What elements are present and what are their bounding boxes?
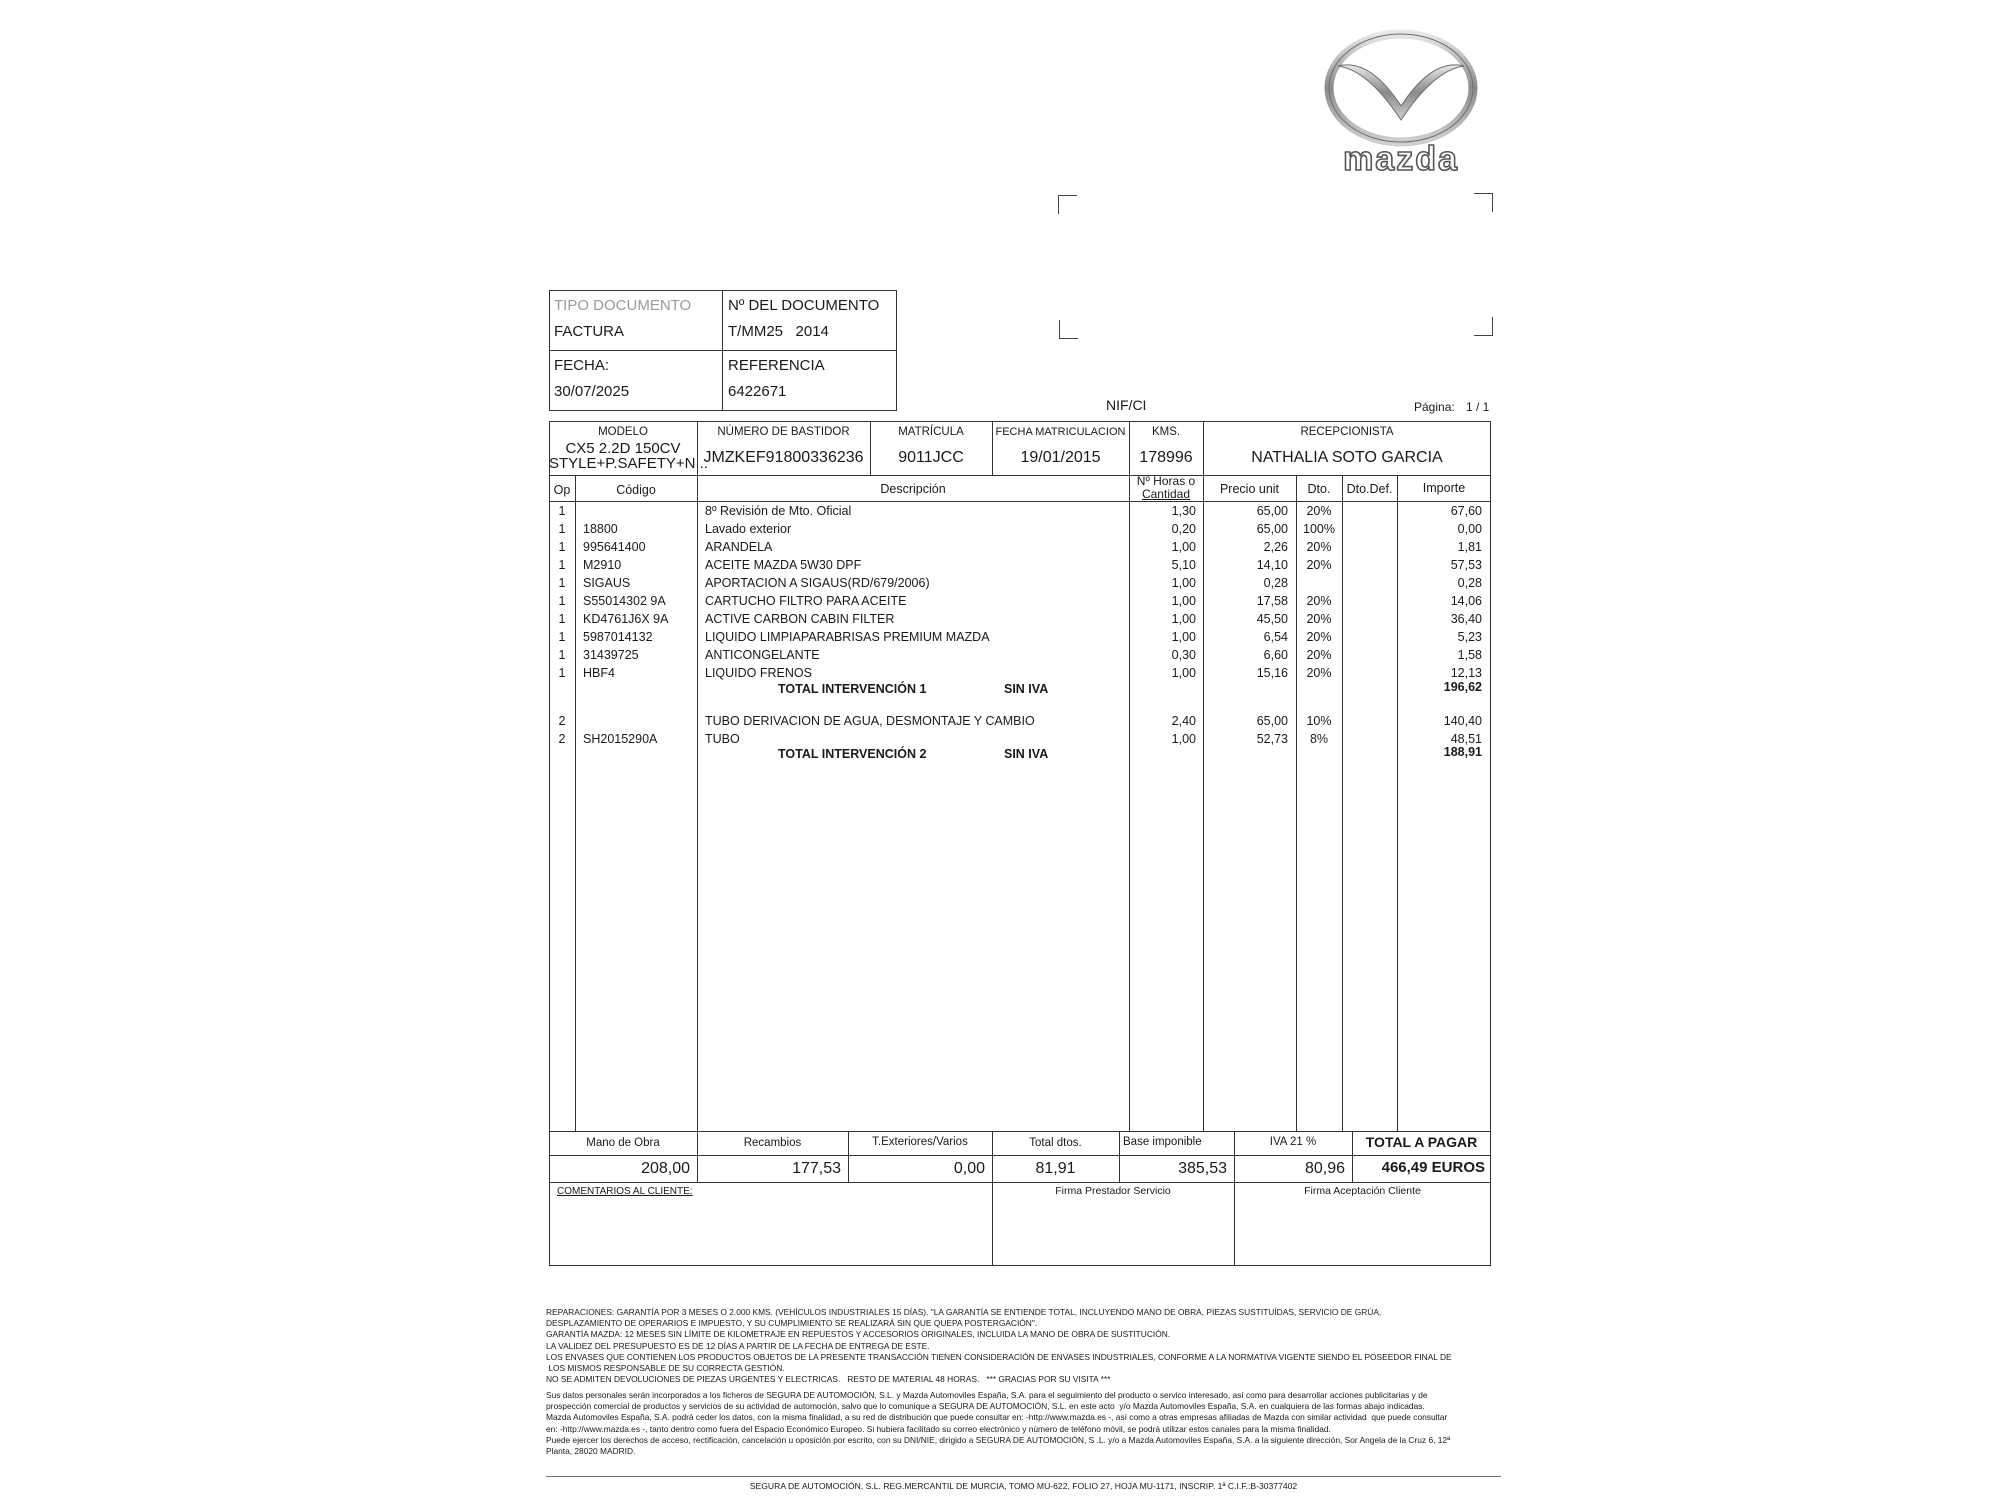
fecha-value: 30/07/2025 [554, 383, 630, 400]
cell-precio: 0,28 [1263, 576, 1288, 590]
fecha-label: FECHA: [554, 357, 610, 374]
cell-cantidad: 1,00 [1171, 666, 1196, 680]
col-dto: Dto. [1307, 482, 1331, 496]
cell-precio: 45,50 [1256, 612, 1288, 626]
nif-label: NIF/CI [1106, 397, 1147, 413]
kms-value: 178996 [1139, 449, 1193, 466]
cell-codigo: 995641400 [583, 540, 646, 554]
base-imponible-value: 385,53 [1178, 1160, 1227, 1177]
cell-precio: 15,16 [1256, 666, 1288, 680]
cell-codigo: KD4761J6X 9A [583, 612, 669, 626]
company-footer: SEGURA DE AUTOMOCIÓN, S.L. REG.MERCANTIL DE MURCIA, TOMO MU-622, FOLIO 27, HOJA MU-1171, INSCRIP. 1ª C.I.F.:B-30377402 [749, 1481, 1298, 1491]
cell-op: 2 [558, 714, 566, 728]
cell-precio: 2,26 [1263, 540, 1288, 554]
cell-cantidad: 2,40 [1171, 714, 1196, 728]
cell-cantidad: 1,00 [1171, 630, 1196, 644]
exteriores-label: T.Exteriores/Varios [872, 1136, 968, 1148]
tipo-documento-label: TIPO DOCUMENTO [554, 297, 692, 314]
iva-label: IVA 21 % [1269, 1136, 1317, 1148]
cell-importe: 1,58 [1457, 648, 1482, 662]
cell-dto: 20% [1306, 540, 1332, 554]
cell-op: 1 [558, 558, 566, 572]
modelo-value-line2: STYLE+P.SAFETY+N .. [549, 455, 708, 472]
cell-importe: 0,00 [1457, 522, 1482, 536]
cell-codigo: M2910 [583, 558, 622, 572]
cell-op: 1 [558, 504, 566, 518]
total-a-pagar-label: TOTAL A PAGAR [1365, 1134, 1478, 1150]
condition-line: REPARACIONES: GARANTÍA POR 3 MESES O 2.000 KMS. (VEHÍCULOS INDUSTRIALES 15 DÍAS). "LA GARANTÍA SE ENTIENDE TOTAL, INCLUYENDO MANO DE OBRA, PIEZAS SUSTITUÍDAS, SERVICIO DE GRÚA, [546, 1307, 1382, 1317]
condition-line: LOS MISMOS RESPONSABLE DE SU CORRECTA GESTIÓN. [546, 1363, 785, 1374]
recambios-label: Recambios [743, 1137, 802, 1149]
cell-codigo: S55014302 9A [583, 594, 666, 608]
exteriores-value: 0,00 [953, 1160, 985, 1177]
cell-precio: 14,10 [1256, 558, 1288, 572]
cell-precio: 52,73 [1256, 732, 1288, 746]
subtotal-1-label: TOTAL INTERVENCIÓN 1 [778, 682, 927, 696]
cell-importe: 12,13 [1450, 666, 1482, 680]
matricula-label: MATRÍCULA [898, 426, 964, 438]
privacy-line: Mazda Automoviles España, S.A. podrá ceder los datos, con la misma finalidad, a su red de distribución que puede consultar en: -http://www.mazda.es -, así como a otras empresas afiliadas de Mazda con similar actividad que puede consultar [546, 1412, 1448, 1423]
divider [549, 350, 897, 351]
pagina-label: Página: [1414, 400, 1455, 414]
cell-codigo: 31439725 [583, 648, 639, 662]
cell-op: 2 [558, 732, 566, 746]
cell-dto: 20% [1306, 666, 1332, 680]
cell-importe: 5,23 [1457, 630, 1482, 644]
cell-cantidad: 5,10 [1171, 558, 1196, 572]
cell-op: 1 [558, 630, 566, 644]
cell-precio: 6,60 [1263, 648, 1288, 662]
total-dtos-value: 81,91 [1035, 1160, 1076, 1177]
total-a-pagar-value: 466,49 EUROS [1381, 1159, 1485, 1176]
cell-precio: 65,00 [1256, 714, 1288, 728]
cell-dto: 100% [1303, 522, 1335, 536]
cell-op: 1 [558, 612, 566, 626]
numero-documento-value: T/MM25 2014 [728, 323, 829, 340]
address-window-corner [1474, 193, 1493, 212]
col-op: Op [553, 483, 571, 497]
privacy-text [546, 1390, 1506, 1457]
cell-cantidad: 1,30 [1171, 504, 1196, 518]
cell-precio: 6,54 [1263, 630, 1288, 644]
fecha-matriculacion-label: FECHA MATRICULACION [995, 426, 1126, 438]
cell-descripcion: LIQUIDO FRENOS [705, 666, 812, 680]
cell-dto: 20% [1306, 612, 1332, 626]
cell-descripcion: Lavado exterior [705, 522, 792, 536]
brand-wordmark: mazda [1343, 140, 1459, 178]
mano-obra-value: 208,00 [641, 1160, 690, 1177]
cell-descripcion: ANTICONGELANTE [705, 648, 820, 662]
privacy-line: Sus datos personales serán incorporados a los ficheros de SEGURA DE AUTOMOCIÓN, S.L. y Mazda Automoviles España, S.A. para el seguimiento del producto o servico interesado, así como para desarrollar acciones publicitarias y de [546, 1390, 1428, 1400]
cell-codigo: SIGAUS [583, 576, 631, 590]
cell-precio: 65,00 [1256, 522, 1288, 536]
cell-op: 1 [558, 576, 566, 590]
cell-importe: 67,60 [1450, 504, 1482, 518]
modelo-value-line1: CX5 2.2D 150CV [565, 440, 681, 457]
address-window-corner [1059, 320, 1078, 339]
condition-line: LA VALIDEZ DEL PRESUPUESTO ES DE 12 DÍAS A PARTIR DE LA FECHA DE ENTREGA DE ESTE. [546, 1340, 930, 1351]
subtotal-1-value: 196,62 [1443, 680, 1482, 694]
modelo-label: MODELO [598, 426, 648, 438]
address-window-corner [1058, 195, 1077, 214]
col-descripcion: Descripción [880, 482, 946, 496]
numero-documento-label: Nº DEL DOCUMENTO [728, 297, 880, 314]
referencia-label: REFERENCIA [728, 357, 825, 374]
cell-codigo: 5987014132 [583, 630, 653, 644]
referencia-value: 6422671 [728, 383, 787, 400]
cell-op: 1 [558, 594, 566, 608]
bastidor-label: NÚMERO DE BASTIDOR [717, 426, 850, 438]
subtotal-2-value: 188,91 [1443, 745, 1482, 759]
col-importe: Importe [1422, 481, 1466, 495]
mazda-logo-icon [1318, 28, 1484, 148]
col-precio-unit: Precio unit [1219, 482, 1280, 496]
col-codigo: Código [616, 483, 656, 497]
subtotal-1-tax-note: SIN IVA [1004, 682, 1049, 696]
cell-dto: 20% [1306, 558, 1332, 572]
matricula-value: 9011JCC [898, 449, 964, 466]
cell-op: 1 [558, 540, 566, 554]
base-imponible-label: Base imponible [1123, 1136, 1202, 1148]
recambios-value: 177,53 [792, 1160, 841, 1177]
subtotal-2-tax-note: SIN IVA [1004, 747, 1049, 761]
cell-importe: 36,40 [1450, 612, 1482, 626]
conditions-text [546, 1307, 1506, 1385]
cell-cantidad: 1,00 [1171, 540, 1196, 554]
kms-label: KMS. [1151, 426, 1181, 438]
cell-cantidad: 1,00 [1171, 732, 1196, 746]
cell-importe: 48,51 [1450, 732, 1482, 746]
fecha-matriculacion-value: 19/01/2015 [1020, 449, 1101, 466]
cell-descripcion: APORTACION A SIGAUS(RD/679/2006) [705, 576, 930, 590]
cell-descripcion: 8º Revisión de Mto. Oficial [705, 504, 852, 518]
cell-precio: 65,00 [1256, 504, 1288, 518]
recepcionista-label: RECEPCIONISTA [1300, 426, 1394, 438]
cell-cantidad: 0,20 [1171, 522, 1196, 536]
cell-descripcion: CARTUCHO FILTRO PARA ACEITE [705, 594, 907, 608]
privacy-line: en: -http://www.mazda.es -, tanto dentro como fuera del Espacio Económico Europeo. Si hubiera facilitado su correo electrónico y número de teléfono móvil, se podrá utilizar estos canales para la misma finalidad. [546, 1423, 1331, 1434]
cell-descripcion: ACEITE MAZDA 5W30 DPF [705, 558, 862, 572]
iva-value: 80,96 [1304, 1160, 1345, 1177]
privacy-line: Planta, 28020 MADRID. [546, 1446, 636, 1457]
condition-line: DESPLAZAMIENTO DE OPERARIOS E IMPUESTO, Y SU CUMPLIMIENTO SE REALIZARÁ SIN QUE QUEPA POSTERGACIÓN". [546, 1318, 1038, 1329]
footer-rule [546, 1476, 1501, 1477]
cell-codigo: HBF4 [583, 666, 615, 680]
cell-codigo: 18800 [583, 522, 618, 536]
comentarios-label: COMENTARIOS AL CLIENTE: [557, 1186, 693, 1197]
cell-cantidad: 1,00 [1171, 594, 1196, 608]
cell-dto: 20% [1306, 504, 1332, 518]
mano-obra-label: Mano de Obra [586, 1137, 660, 1149]
cell-cantidad: 0,30 [1171, 648, 1196, 662]
cell-dto: 20% [1306, 594, 1332, 608]
cell-importe: 57,53 [1450, 558, 1482, 572]
cell-dto: 8% [1309, 732, 1329, 746]
col-cantidad: Cantidad [1141, 487, 1191, 501]
col-dto-def: Dto.Def. [1346, 482, 1393, 496]
cell-op: 1 [558, 648, 566, 662]
cell-importe: 0,28 [1457, 576, 1482, 590]
cell-cantidad: 1,00 [1171, 576, 1196, 590]
address-window-corner [1474, 317, 1493, 336]
pagina-value: 1 / 1 [1466, 400, 1490, 414]
cell-dto: 20% [1306, 630, 1332, 644]
cell-op: 1 [558, 522, 566, 536]
privacy-line: prospección comercial de productos y servicios de su actividad de automoción, salvo que lo comunique a SEGURA DE AUTOMOCIÓN, S.L. en este acto y/o Mazda Automoviles España, S.A. en cualquiera de las formas abajo indicadas. [546, 1401, 1425, 1412]
cell-dto: 20% [1306, 648, 1332, 662]
cell-importe: 140,40 [1443, 714, 1482, 728]
cell-descripcion: ARANDELA [705, 540, 773, 554]
subtotal-2-label: TOTAL INTERVENCIÓN 2 [778, 747, 927, 761]
cell-importe: 1,81 [1457, 540, 1482, 554]
cell-descripcion: ACTIVE CARBON CABIN FILTER [705, 612, 895, 626]
cell-descripcion: LIQUIDO LIMPIAPARABRISAS PREMIUM MAZDA [705, 630, 990, 644]
cell-cantidad: 1,00 [1171, 612, 1196, 626]
condition-line: NO SE ADMITEN DEVOLUCIONES DE PIEZAS URGENTES Y ELECTRICAS. RESTO DE MATERIAL 48 HORAS. *** GRACIAS POR SU VISITA *** [546, 1374, 1111, 1385]
bastidor-value: JMZKEF91800336236 [703, 449, 864, 466]
privacy-line: Puede ejercer los derechos de acceso, rectificación, cancelación u oposición por escrito, con su DNI/NIE, dirigido a SEGURA DE AUTOMOCIÓN, S .L. y/o a Mazda Automoviles España, S.A. a la siguiente dirección, Sor Angela de la Cruz 6, 12ª [546, 1434, 1451, 1445]
cell-descripcion: TUBO [705, 732, 740, 746]
tipo-documento-value: FACTURA [554, 323, 625, 340]
cell-precio: 17,58 [1256, 594, 1288, 608]
cell-dto: 10% [1306, 714, 1332, 728]
firma-cliente-label: Firma Aceptación Cliente [1304, 1185, 1421, 1197]
recepcionista-value: NATHALIA SOTO GARCIA [1251, 449, 1443, 466]
cell-op: 1 [558, 666, 566, 680]
cell-importe: 14,06 [1450, 594, 1482, 608]
firma-prestador-label: Firma Prestador Servicio [1055, 1185, 1171, 1197]
total-dtos-label: Total dtos. [1029, 1137, 1082, 1149]
col-horas: Nº Horas o [1136, 474, 1196, 488]
cell-codigo: SH2015290A [583, 732, 658, 746]
cell-descripcion: TUBO DERIVACION DE AGUA, DESMONTAJE Y CAMBIO [705, 714, 1035, 728]
condition-line: GARANTÍA MAZDA: 12 MESES SIN LÍMITE DE KILOMETRAJE EN REPUESTOS Y ACCESORIOS ORIGINALES, INCLUIDA LA MANO DE OBRA DE SUSTITUCIÓN. [546, 1329, 1171, 1340]
condition-line: LOS ENVASES QUE CONTIENEN LOS PRODUCTOS OBJETOS DE LA PRESENTE TRANSACCIÓN TIENEN CONSIDERACIÓN DE ENVASES INDUSTRIALES, CONFORME A LA NORMATIVA VIGENTE SIENDO EL POSEEDOR FINAL DE [546, 1351, 1452, 1362]
